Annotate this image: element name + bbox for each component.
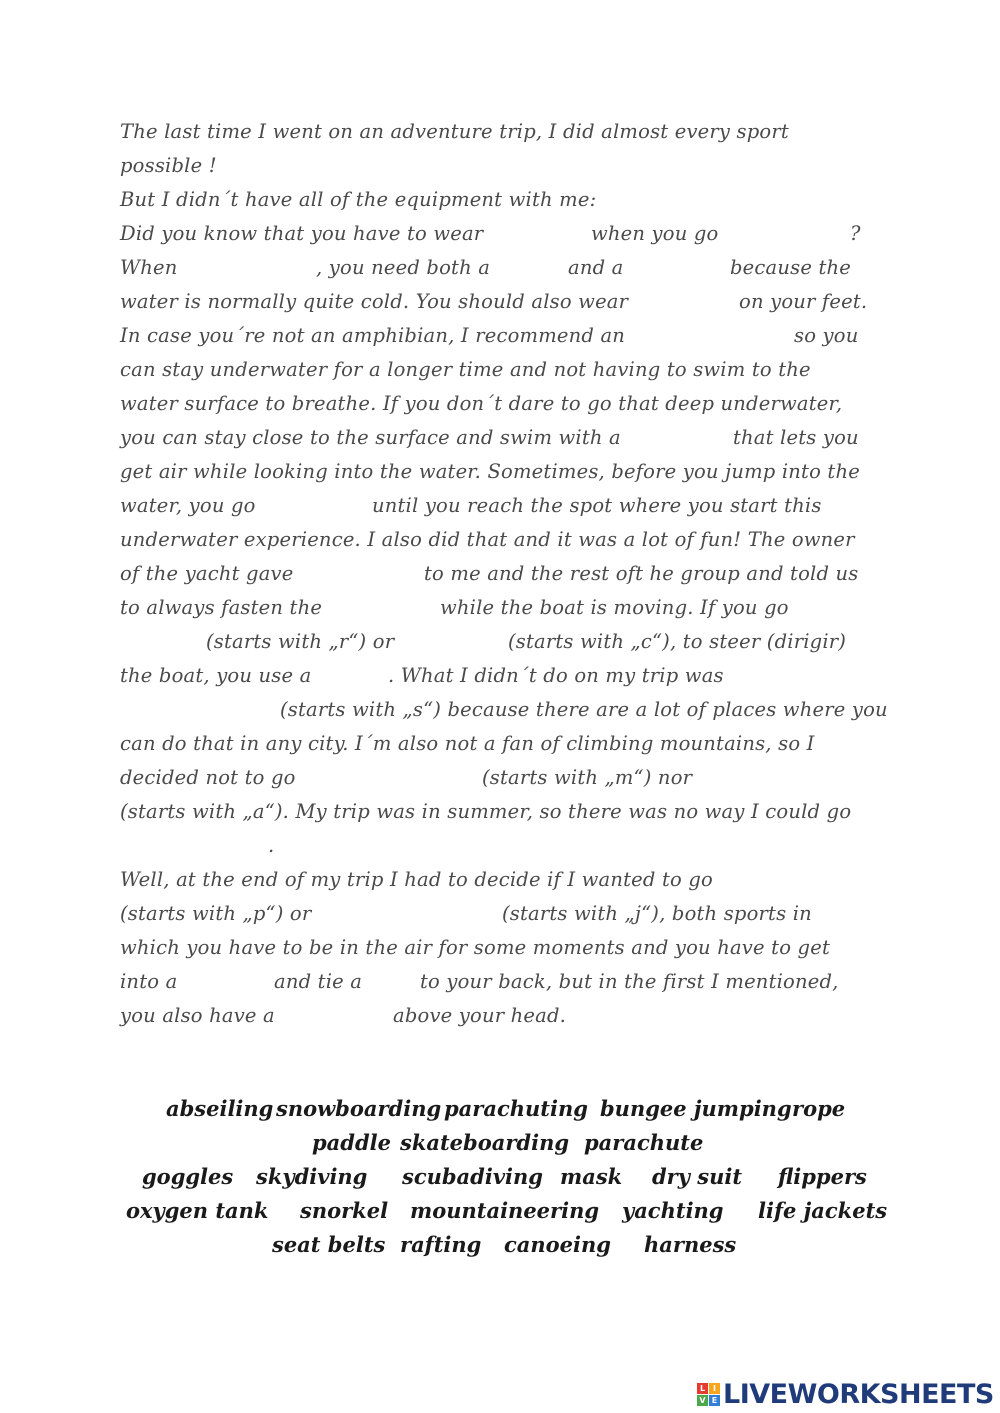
passage-line: because the	[730, 256, 852, 279]
passage-line: ?	[850, 222, 861, 245]
answer-blank[interactable]	[298, 766, 474, 793]
word-bank-item: paddle	[312, 1130, 391, 1155]
logo-mark-letter: V	[697, 1395, 708, 1406]
passage-line: underwater experience. I also did that and it was a lot of fun! The owner	[120, 528, 855, 551]
word-bank-item: flippers	[778, 1164, 867, 1189]
word-bank-item: harness	[644, 1232, 737, 1257]
passage-line: while the boat is moving. If you go	[440, 596, 789, 619]
passage-line: so you	[794, 324, 859, 347]
word-bank-item: abseiling	[166, 1096, 274, 1121]
passage-line: water surface to breathe. If you don´t dare to go that deep underwater,	[120, 392, 843, 415]
passage-line: to always fasten the	[120, 596, 323, 619]
passage-line: (starts with „j“), both sports in	[502, 902, 812, 925]
answer-blank[interactable]	[303, 562, 417, 589]
answer-blank[interactable]	[282, 1004, 386, 1031]
passage-line: , you need both a	[316, 256, 491, 279]
passage-line: When	[120, 256, 178, 279]
logo-mark-letter: E	[709, 1395, 720, 1406]
word-bank-item: goggles	[142, 1164, 234, 1189]
word-bank-item: life jackets	[758, 1198, 888, 1223]
passage-line: that lets you	[733, 426, 859, 449]
answer-blank[interactable]	[648, 426, 726, 453]
passage-line: possible !	[120, 154, 217, 177]
word-bank-item: rope	[792, 1096, 846, 1121]
word-bank-item: seat belts	[272, 1232, 386, 1257]
word-bank-item: mask	[560, 1164, 623, 1189]
passage-line: get air while looking into the water. Sometimes, before you jump into the	[120, 460, 860, 483]
word-bank-item: snorkel	[300, 1198, 389, 1223]
word-bank-item: skateboarding	[400, 1130, 570, 1155]
passage-line: until you reach the spot where you start this	[372, 494, 822, 517]
passage-line: (starts with „m“) nor	[482, 766, 693, 789]
passage-line: the boat, you use a	[120, 664, 312, 687]
answer-blank[interactable]	[186, 256, 311, 283]
word-bank-item: bungee jumping	[600, 1096, 792, 1121]
passage-line: of the yacht gave	[120, 562, 294, 585]
passage-line: But I didn´t have all of the equipment with me:	[120, 188, 597, 211]
answer-blank[interactable]	[184, 970, 268, 997]
answer-blank[interactable]	[120, 698, 274, 725]
passage-line: In case you´re not an amphibian, I recommend an	[120, 324, 626, 347]
word-bank-item: yachting	[622, 1198, 724, 1223]
answer-blank[interactable]	[402, 630, 502, 657]
answer-blank[interactable]	[655, 290, 733, 317]
liveworksheets-logo	[697, 1377, 994, 1411]
logo-mark-letter: L	[697, 1383, 708, 1394]
passage-line: and a	[568, 256, 624, 279]
answer-blank[interactable]	[632, 256, 724, 283]
logo-mark-letter: I	[709, 1383, 720, 1394]
passage-line: (starts with „a“). My trip was in summer, so there was no way I could go	[120, 800, 852, 823]
answer-blank[interactable]	[500, 256, 562, 283]
answer-blank[interactable]	[336, 596, 434, 623]
passage-line: (starts with „p“) or	[120, 902, 312, 925]
passage-line: you also have a	[120, 1004, 275, 1027]
passage-line: . What I didn´t do on my trip was	[388, 664, 724, 687]
word-bank-item: parachuting	[444, 1096, 588, 1121]
answer-blank[interactable]	[120, 630, 200, 657]
answer-blank[interactable]	[370, 970, 414, 997]
answer-blank[interactable]	[728, 222, 843, 249]
passage-line: when you go	[591, 222, 719, 245]
passage-line: which you have to be in the air for some moments and you have to get	[120, 936, 830, 959]
answer-blank[interactable]	[120, 834, 265, 861]
word-bank-item: parachute	[584, 1130, 704, 1155]
passage-line: and tie a	[274, 970, 363, 993]
passage-line: (starts with „r“) or	[206, 630, 395, 653]
passage-line: can stay underwater for a longer time and not having to swim to the	[120, 358, 811, 381]
word-bank-item: snowboarding	[276, 1096, 442, 1121]
passage-line: can do that in any city. I´m also not a fan of climbing mountains, so I	[120, 732, 815, 755]
answer-blank[interactable]	[268, 494, 366, 521]
answer-blank[interactable]	[734, 868, 864, 895]
passage-line: The last time I went on an adventure trip, I did almost every sport	[120, 120, 789, 143]
passage-line: water is normally quite cold. You should also wear	[120, 290, 629, 313]
passage-line: above your head.	[393, 1004, 567, 1027]
word-bank-item: mountaineering	[410, 1198, 600, 1223]
word-bank-item: rafting	[400, 1232, 482, 1257]
word-bank-item: dry suit	[652, 1164, 743, 1189]
passage-line: (starts with „c“), to steer (dirigir)	[508, 630, 847, 653]
logo-mark-icon	[697, 1383, 720, 1406]
answer-blank[interactable]	[710, 766, 870, 793]
answer-blank[interactable]	[652, 324, 786, 351]
word-bank-item: skydiving	[256, 1164, 368, 1189]
passage-line: (starts with „s“) because there are a lot of places where you	[280, 698, 888, 721]
answer-blank[interactable]	[322, 902, 494, 929]
passage-line: water, you go	[120, 494, 256, 517]
passage-line: decided not to go	[120, 766, 296, 789]
logo-text: LIVEWORKSHEETS	[723, 1378, 994, 1410]
word-bank-item: oxygen tank	[126, 1198, 269, 1223]
passage-line: Well, at the end of my trip I had to decide if I wanted to go	[120, 868, 714, 891]
passage-line: to your back, but in the first I mentioned,	[420, 970, 839, 993]
passage-line: .	[268, 834, 275, 857]
answer-blank[interactable]	[525, 222, 583, 249]
passage-line: into a	[120, 970, 178, 993]
passage-line: you can stay close to the surface and swim with a	[120, 426, 621, 449]
passage-line: to me and the rest oft he group and told us	[424, 562, 859, 585]
word-bank-item: canoeing	[504, 1232, 611, 1257]
answer-blank[interactable]	[318, 664, 382, 691]
passage-line: Did you know that you have to wear	[120, 222, 484, 245]
passage-line: on your feet.	[739, 290, 868, 313]
word-bank-item: scubadiving	[402, 1164, 543, 1189]
